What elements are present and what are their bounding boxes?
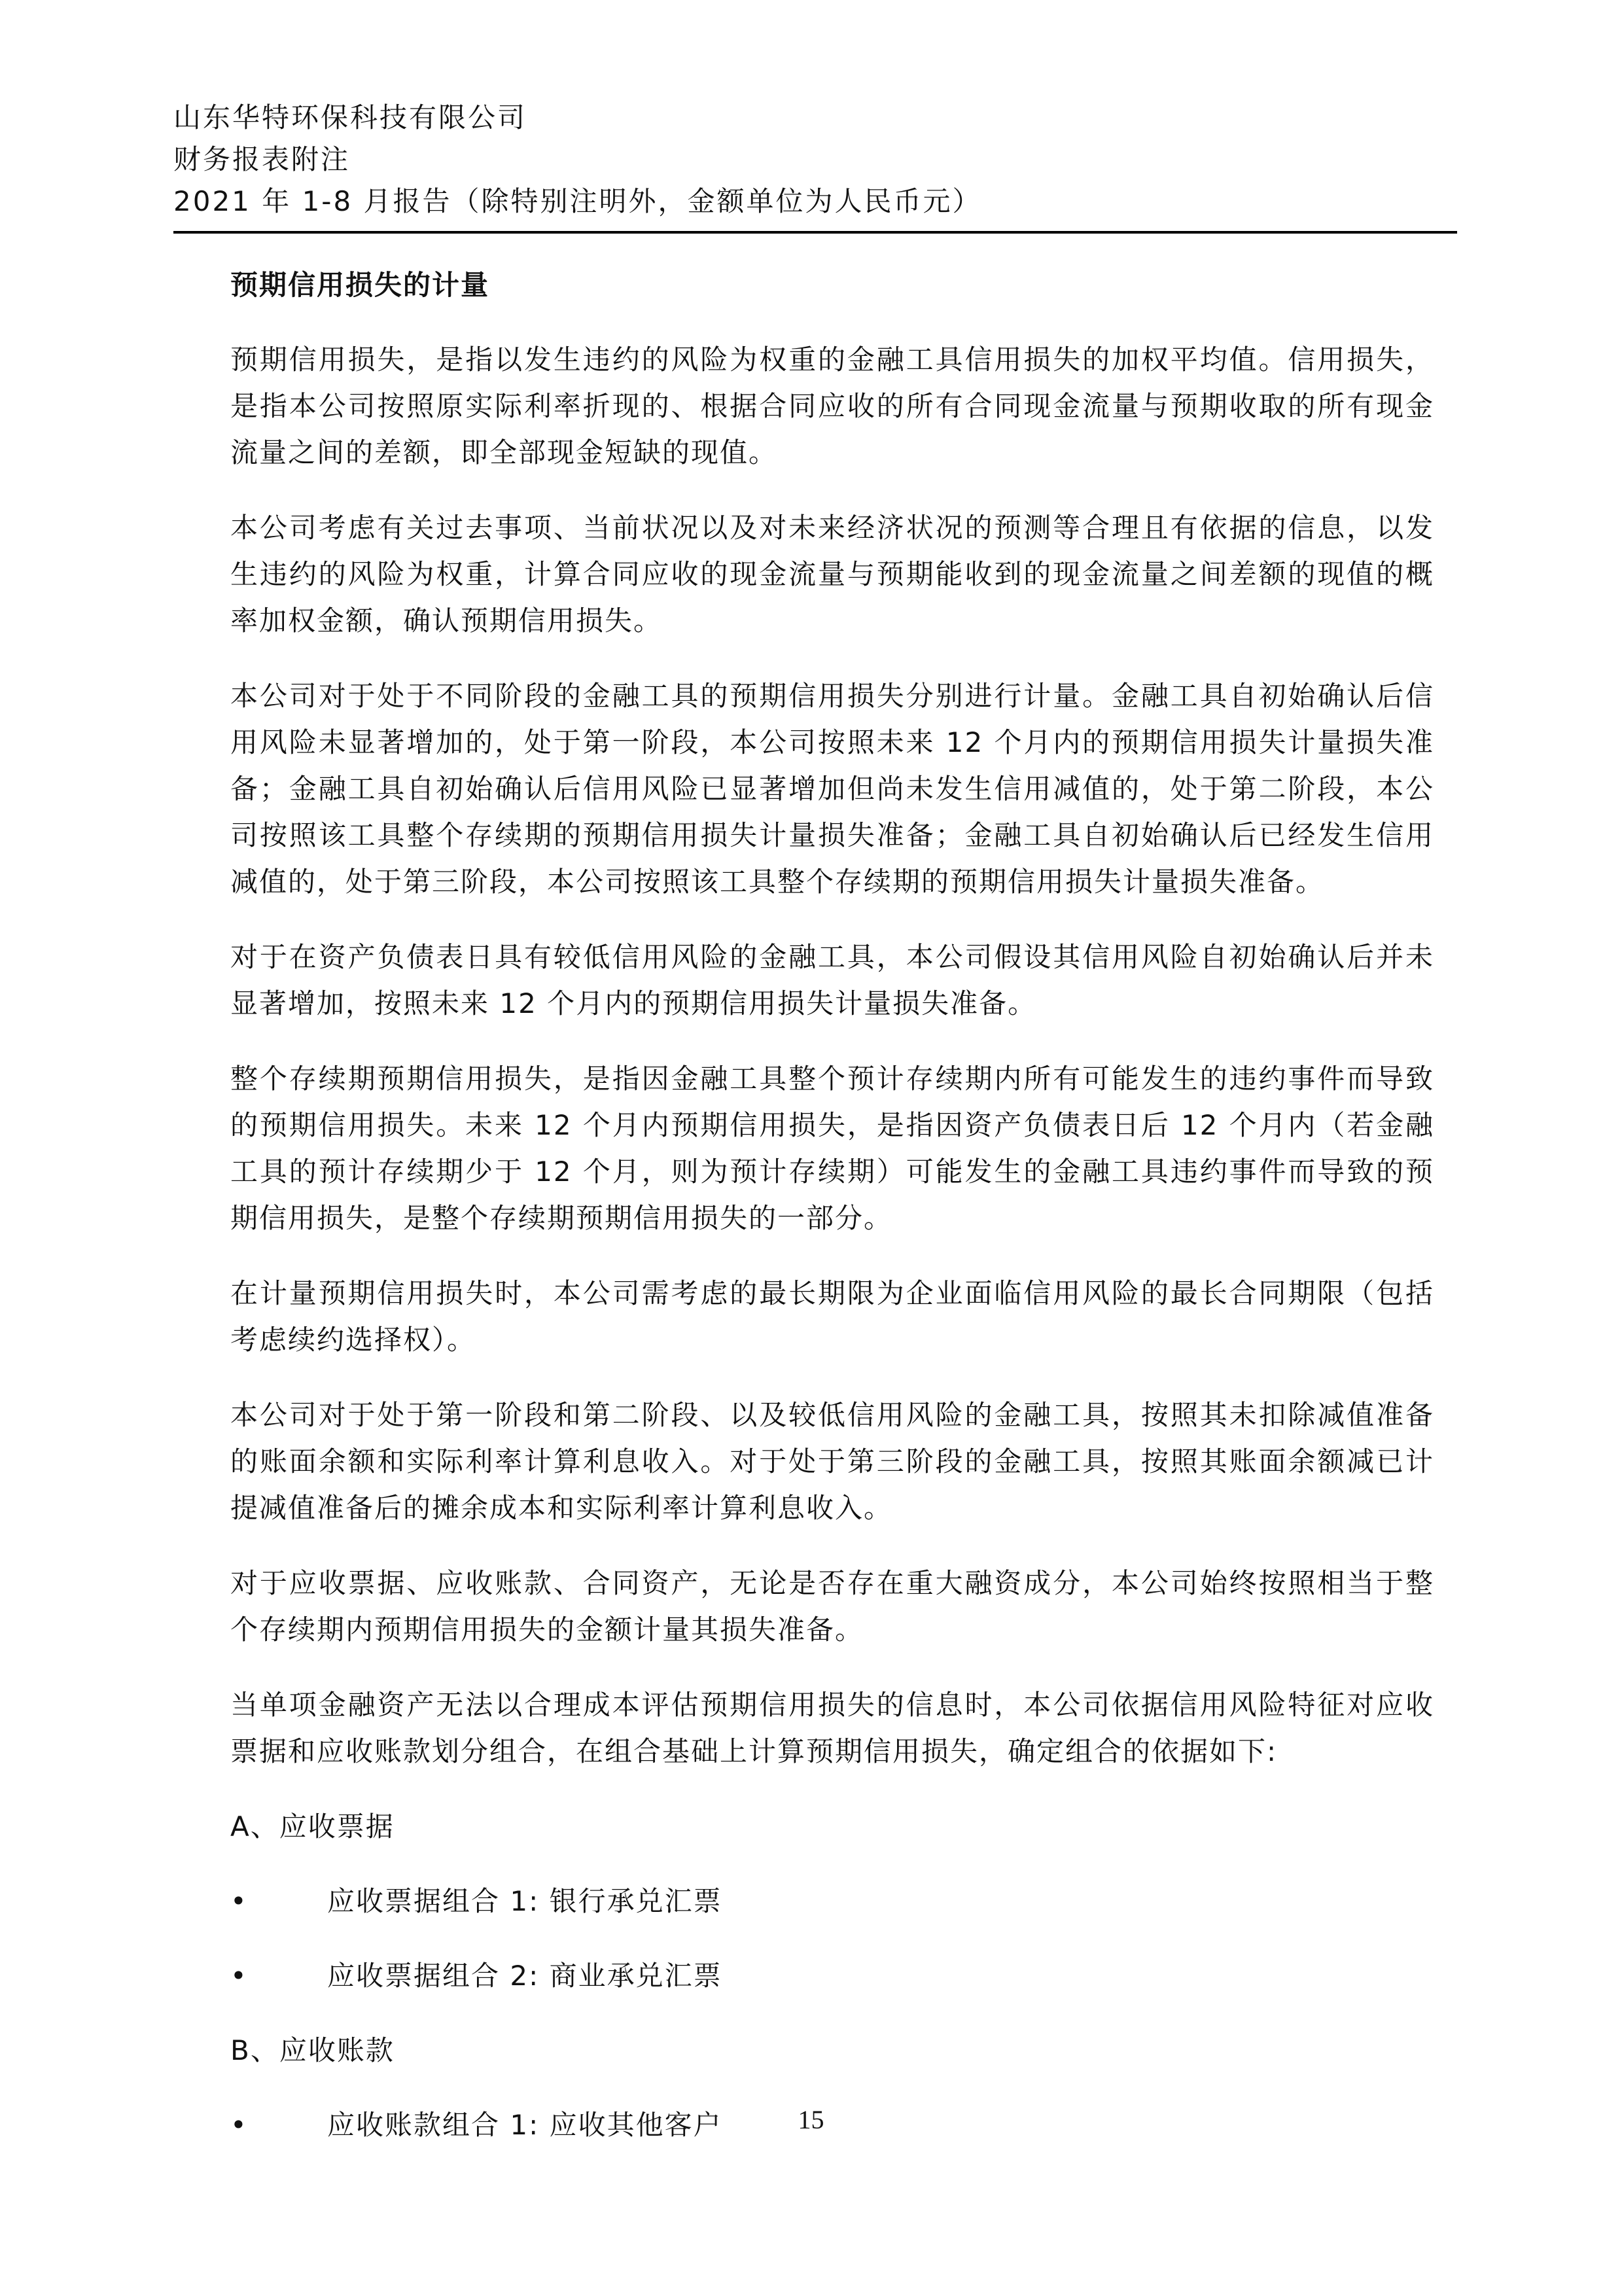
paragraph-stages: 本公司对于处于不同阶段的金融工具的预期信用损失分别进行计量。金融工具自初始确认后信用风险未显著增加的，处于第一阶段，本公司按照未来 12 个月内的预期信用损失计量损失准备；金融工具自初始确认后信用风险已显著增加但尚未发生信用减值的，处于第二阶段，本公司按照该工具整个存续期的预期信用损失计量损失准备；金融工具自初始确认后已经发生信用减值的，处于第三阶段，本公司按照该工具整个存续期的预期信用损失计量损失准备。: [230, 680, 1434, 898]
list-item: [230, 1952, 1434, 2000]
paragraph-definition: 预期信用损失，是指以发生违约的风险为权重的金融工具信用损失的加权平均值。信用损失，是指本公司按照原实际利率折现的、根据合同应收的所有合同现金流量与预期收取的所有现金流量之间的差额，即全部现金短缺的现值。: [230, 344, 1434, 468]
company-name: 山东华特环保科技有限公司: [173, 101, 527, 133]
bullet-icon: •: [230, 1885, 248, 1917]
list-item: [230, 1878, 1434, 1925]
paragraph-low-risk: 对于在资产负债表日具有较低信用风险的金融工具，本公司假设其信用风险自初始确认后并未显著增加，按照未来 12 个月内的预期信用损失计量损失准备。: [230, 941, 1434, 1019]
paragraph-portfolio-basis: 当单项金融资产无法以合理成本评估预期信用损失的信息时，本公司依据信用风险特征对应收票据和应收账款划分组合，在组合基础上计算预期信用损失，确定组合的依据如下:: [230, 1689, 1434, 1767]
bullet-icon: •: [230, 2109, 248, 2141]
period-note: 2021 年 1-8 月报告（除特别注明外，金额单位为人民币元）: [173, 185, 982, 217]
paragraph-max-term: 在计量预期信用损失时，本公司需考虑的最长期限为企业面临信用风险的最长合同期限（包括考虑续约选择权）。: [230, 1277, 1434, 1356]
paragraph-considerations: 本公司考虑有关过去事项、当前状况以及对未来经济状况的预测等合理且有依据的信息，以发生违约的风险为权重，计算合同应收的现金流量与预期能收到的现金流量之间差额的现值的概率加权金额，确认预期信用损失。: [230, 512, 1434, 637]
document-type: 财务报表附注: [173, 143, 351, 175]
page-header: [173, 97, 1456, 222]
paragraph-interest-income: 本公司对于处于第一阶段和第二阶段、以及较低信用风险的金融工具，按照其未扣除减值准备的账面余额和实际利率计算利息收入。对于处于第三阶段的金融工具，按照其账面余额减已计提减值准备后的摊余成本和实际利率计算利息收入。: [230, 1399, 1434, 1524]
page-number: 15: [798, 2105, 824, 2134]
group-heading-notes-receivable: A、应收票据: [230, 1810, 395, 1843]
section-title: 预期信用损失的计量: [230, 269, 490, 301]
list-item-text: 应收票据组合 1: 银行承兑汇票: [327, 1885, 722, 1917]
paragraph-receivables: 对于应收票据、应收账款、合同资产，无论是否存在重大融资成分，本公司始终按照相当于整个存续期内预期信用损失的金额计量其损失准备。: [230, 1567, 1434, 1646]
paragraph-lifetime-loss: 整个存续期预期信用损失，是指因金融工具整个预计存续期内所有可能发生的违约事件而导致的预期信用损失。未来 12 个月内预期信用损失，是指因资产负债表日后 12 个月内（若金融工具的预计存续期少于 12 个月，则为预计存续期）可能发生的金融工具违约事件而导致的预期信用损失，是整个存续期预期信用损失的一部分。: [230, 1063, 1434, 1234]
list-item-text: 应收票据组合 2: 商业承兑汇票: [327, 1960, 722, 1992]
bullet-icon: •: [230, 1960, 248, 1992]
list-item-text: 应收账款组合 1: 应收其他客户: [327, 2109, 722, 2141]
header-divider: [173, 231, 1457, 234]
document-body: [230, 262, 1434, 2176]
group-heading-accounts-receivable: B、应收账款: [230, 2034, 395, 2066]
